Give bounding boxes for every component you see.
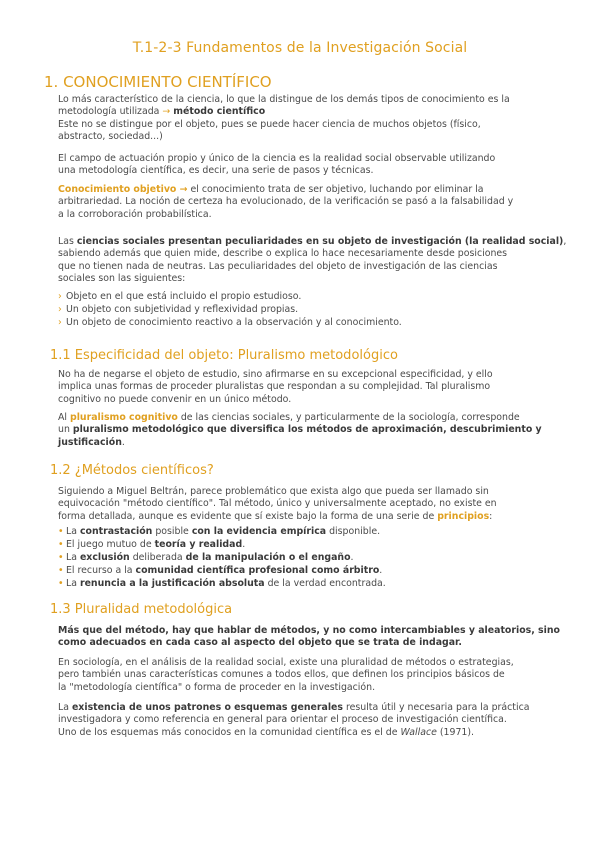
list-item: • La contrastación posible con la evidencia empírica disponible. (58, 526, 381, 537)
line: una metodología científica, es decir, una serie de pasos y técnicas. (58, 165, 374, 177)
line: pero también unas características comunes a todos ellos, que definen los principios básicos de (58, 669, 505, 681)
list-item: • El juego mutuo de teoría y realidad. (58, 538, 246, 550)
s11-paragraph-2 (58, 412, 566, 449)
section-1-1-heading: 1.1 Especificidad del objeto: Pluralismo metodológico (50, 348, 398, 363)
line: como adecuados en cada caso al aspecto del objeto que se trata de indagar. (58, 637, 462, 649)
s13-paragraph-1 (58, 625, 566, 650)
arrow-bullet-icon: › (58, 316, 62, 328)
key-term: Conocimiento objetivo → (58, 184, 188, 195)
line: a la corroboración probabilística. (58, 208, 212, 220)
s12-paragraph-1 (58, 486, 566, 523)
s12-bullet-list (58, 526, 566, 591)
arrow-icon: → (162, 106, 174, 118)
line: Siguiendo a Miguel Beltrán, parece problemático que exista algo que pueda ser llamado sin (58, 486, 489, 497)
line: implica unas formas de proceder pluralistas que respondan a su complejidad. Tal pluralismo (58, 381, 491, 393)
s1-paragraph-1 (58, 94, 566, 143)
section-1-heading: 1. CONOCIMIENTO CIENTÍFICO (44, 73, 272, 91)
dot-bullet-icon: • (58, 538, 64, 550)
line: Uno de los esquemas más conocidos en la comunidad científica es el de Wallace (1971). (58, 726, 475, 738)
arrow-bullet-icon: › (58, 303, 62, 315)
line: sociales son las siguientes: (58, 272, 186, 284)
list-item: › Un objeto de conocimiento reactivo a la observación y al conocimiento. (58, 316, 402, 328)
line: abstracto, sociedad...) (58, 130, 163, 142)
s11-paragraph-1 (58, 369, 566, 406)
line: Al pluralismo cognitivo de las ciencias sociales, y particularmente de la sociología, corresponde (58, 412, 520, 423)
line: Este no se distingue por el objeto, pues se puede hacer ciencia de muchos objetos (físico, (58, 118, 481, 130)
dot-bullet-icon: • (58, 577, 64, 589)
s13-paragraph-2 (58, 657, 566, 694)
line: arbitrariedad. La noción de certeza ha evolucionado, de la verificación se pasó a la falsabilidad y (58, 196, 514, 208)
line: Lo más característico de la ciencia, lo que la distingue de los demás tipos de conocimiento es la (58, 94, 510, 105)
section-1-2-heading: 1.2 ¿Métodos científicos? (50, 463, 214, 478)
line: Las ciencias sociales presentan peculiaridades en su objeto de investigación (la realidad social), (58, 236, 567, 247)
s1-paragraph-3 (58, 184, 566, 221)
line: un pluralismo metodológico que diversifica los métodos de aproximación, descubrimiento y (58, 424, 542, 436)
line: la "metodología científica" o forma de proceder en la investigación. (58, 681, 376, 693)
dot-bullet-icon: • (58, 551, 64, 563)
section-1-3-heading: 1.3 Pluralidad metodológica (50, 602, 233, 617)
line: metodología utilizada → método científico (58, 106, 266, 118)
line: Más que del método, hay que hablar de métodos, y no como intercambiables y aleatorios, sino (58, 625, 560, 636)
line: En sociología, en el análisis de la realidad social, existe una pluralidad de métodos o estrategias, (58, 657, 514, 668)
dot-bullet-icon: • (58, 564, 64, 576)
arrow-bullet-icon: › (58, 291, 62, 302)
line: que no tienen nada de neutras. Las peculiaridades del objeto de investigación de las ciencias (58, 260, 498, 272)
s1-bullet-list (58, 291, 566, 330)
line: El campo de actuación propio y único de la ciencia es la realidad social observable utilizando (58, 153, 496, 164)
document-title: T.1-2-3 Fundamentos de la Investigación Social (132, 40, 468, 56)
dot-bullet-icon: • (58, 526, 64, 537)
line: justificación. (58, 436, 125, 448)
line: Conocimiento objetivo → el conocimiento trata de ser objetivo, luchando por eliminar la (58, 184, 484, 195)
list-item: • El recurso a la comunidad científica profesional como árbitro. (58, 564, 383, 576)
line: investigadora y como referencia en general para orientar el proceso de investigación científica. (58, 714, 507, 726)
line: forma detallada, aunque es evidente que sí existe bajo la forma de una serie de principios: (58, 510, 493, 522)
list-item: • La exclusión deliberada de la manipulación o el engaño. (58, 551, 354, 563)
list-item: › Objeto en el que está incluido el propio estudioso. (58, 291, 302, 302)
line: No ha de negarse el objeto de estudio, sino afirmarse en su excepcional especificidad, y ello (58, 369, 493, 380)
line: equivocación "método científico". Tal método, único y universalmente aceptado, no existe en (58, 498, 497, 510)
s1-paragraph-2 (58, 153, 566, 178)
s1-paragraph-4 (58, 236, 566, 285)
line: cognitivo no puede convenir en un único método. (58, 393, 292, 405)
list-item: • La renuncia a la justificación absoluta de la verdad encontrada. (58, 577, 386, 589)
line: La existencia de unos patrones o esquemas generales resulta útil y necesaria para la práctica (58, 702, 530, 713)
s13-paragraph-3 (58, 702, 566, 739)
line: sabiendo además que quien mide, describe o explica lo hace necesariamente desde posiciones (58, 248, 508, 260)
list-item: › Un objeto con subjetividad y reflexividad propias. (58, 303, 299, 315)
